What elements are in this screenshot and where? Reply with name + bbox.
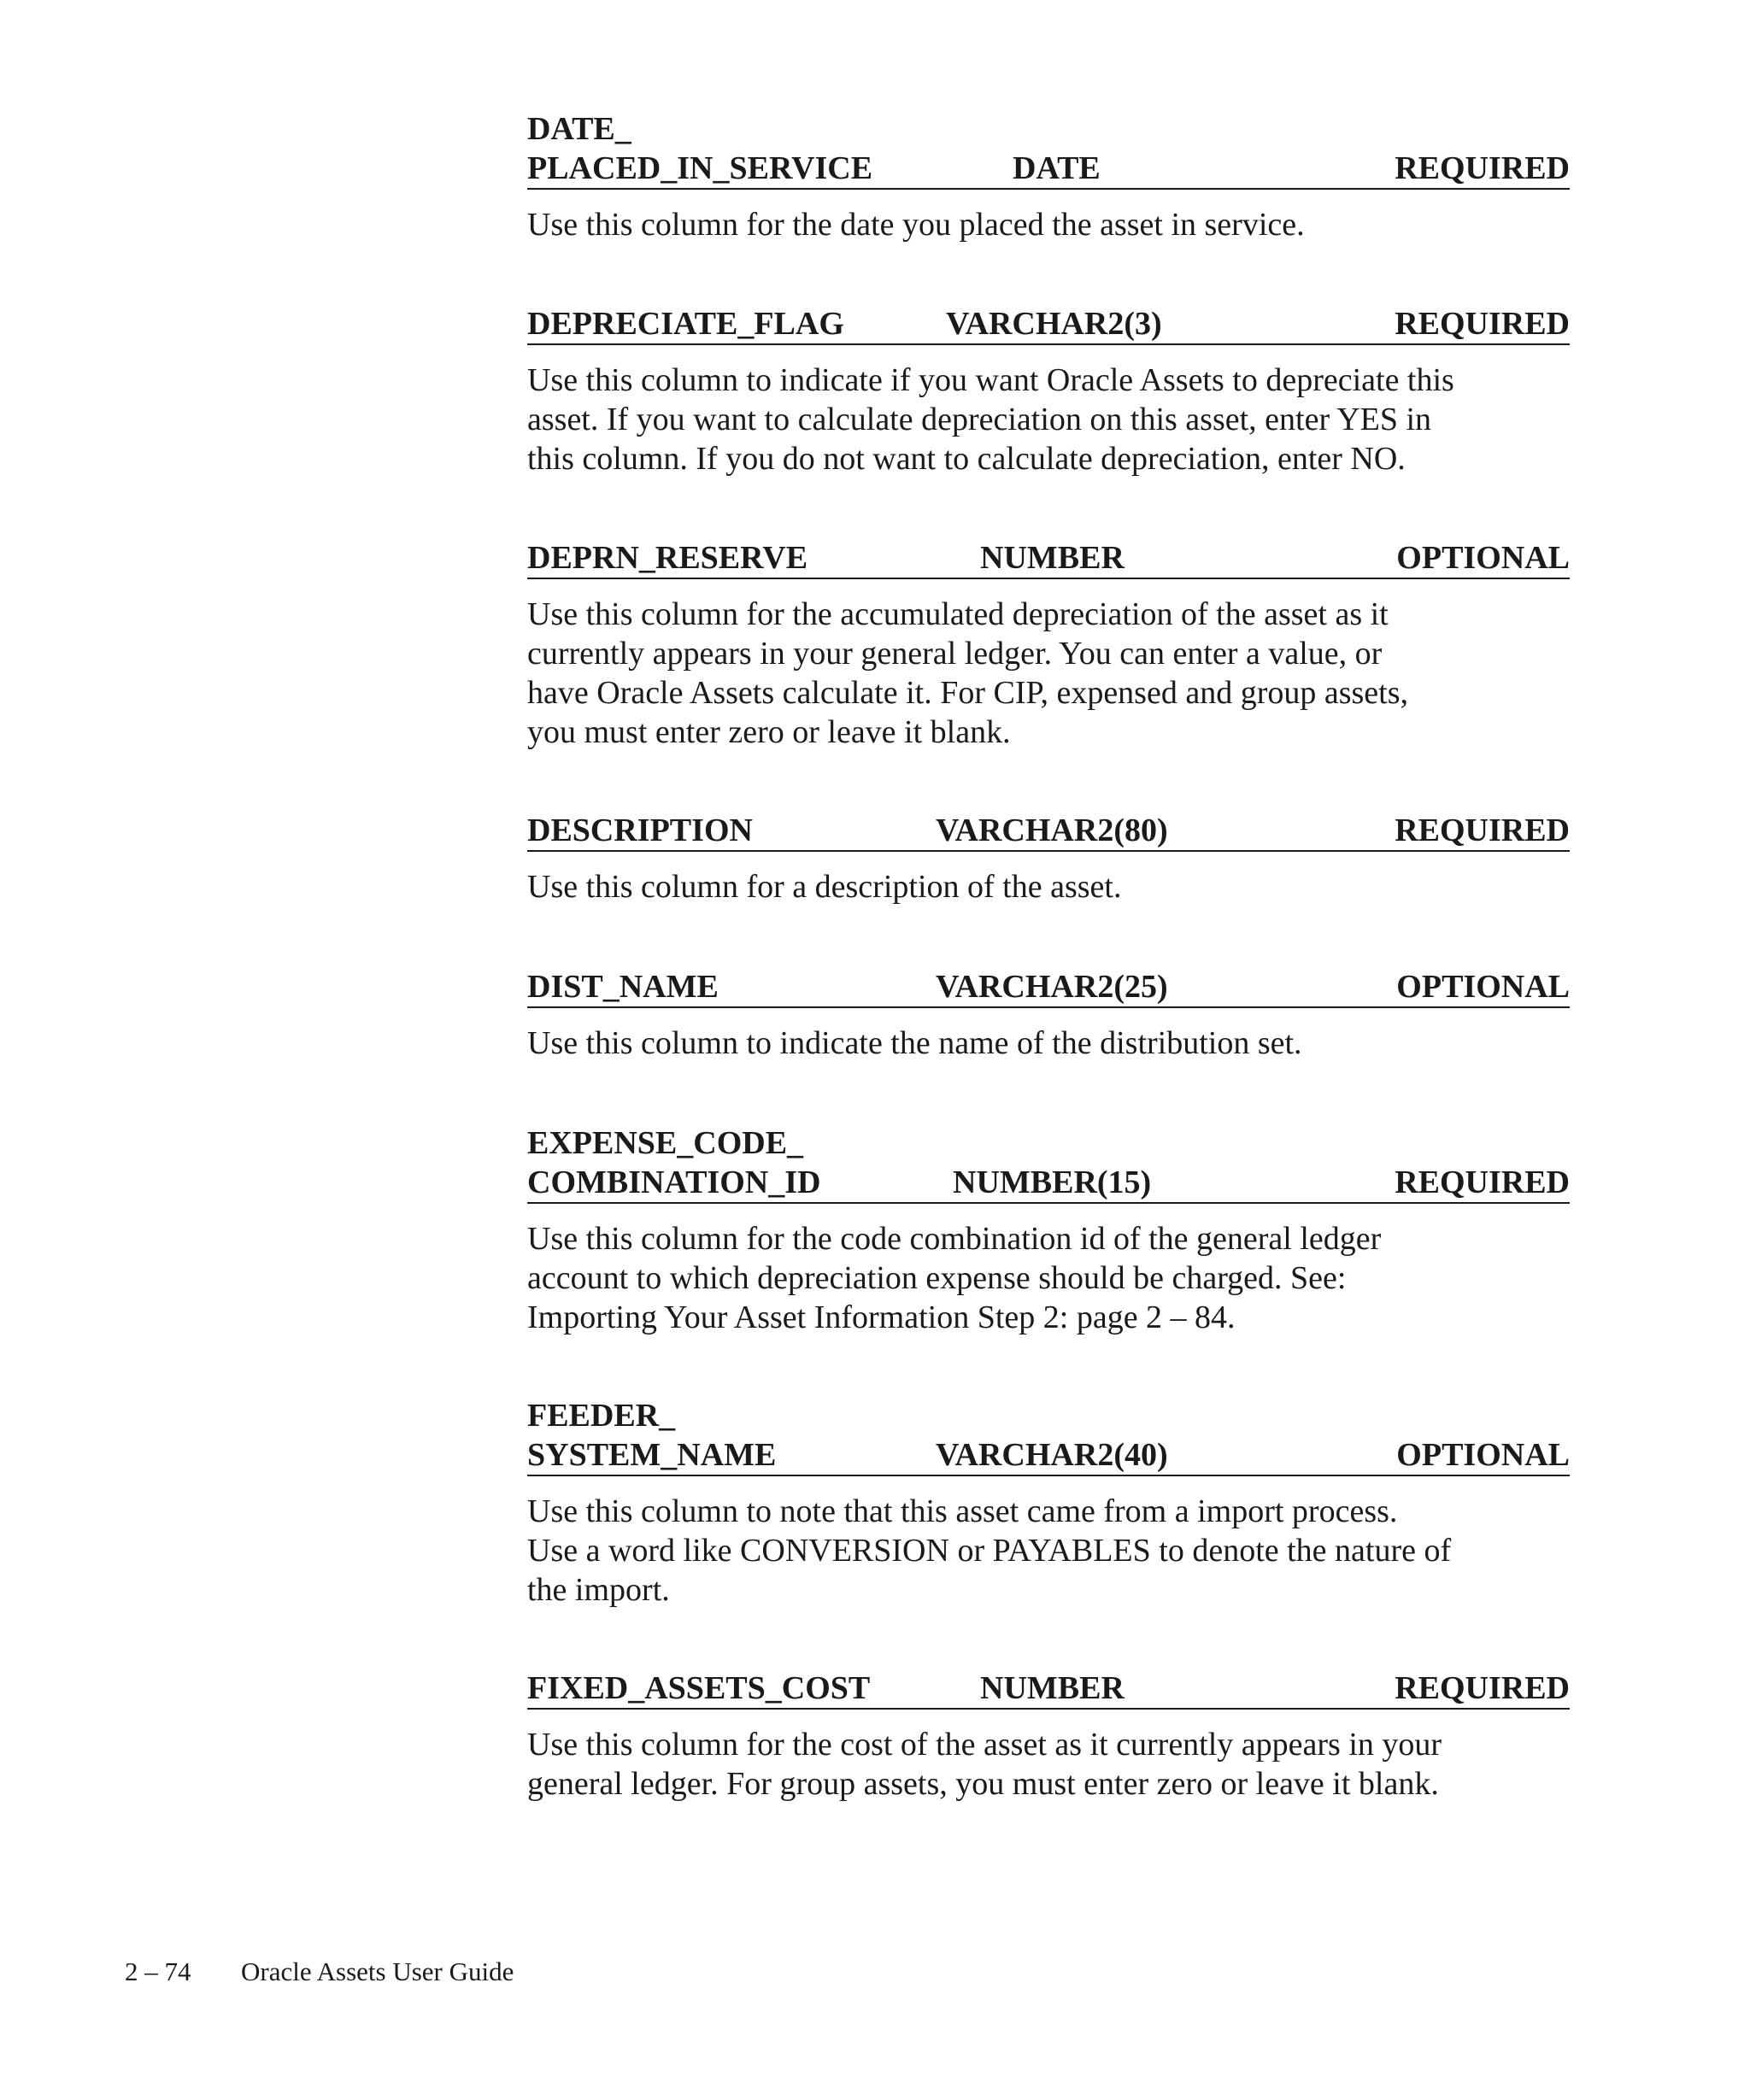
description-line: Use this column for a description of the asset. [527, 869, 1122, 905]
column-entry-feeder-system-name [527, 1396, 1570, 1610]
column-description [527, 205, 1570, 244]
column-description [527, 1024, 1570, 1063]
column-entry-fixed-assets-cost [527, 1669, 1570, 1804]
description-line: Use a word like CONVERSION or PAYABLES to denote the nature of [527, 1533, 1452, 1569]
column-description [527, 1725, 1570, 1804]
column-header [527, 538, 1570, 579]
column-header [527, 1669, 1570, 1710]
column-header [527, 1396, 1570, 1476]
description-line: general ledger. For group assets, you must enter zero or leave it blank. [527, 1766, 1439, 1802]
column-type: VARCHAR2(3) [946, 306, 1162, 342]
description-line: asset. If you want to calculate depreciation on this asset, enter YES in [527, 402, 1432, 437]
column-header [527, 109, 1570, 190]
column-name: DIST_NAME [527, 969, 719, 1005]
column-requirement: OPTIONAL [1396, 1437, 1570, 1473]
description-line: account to which depreciation expense should be charged. See: [527, 1260, 1347, 1296]
column-description [527, 867, 1570, 906]
description-line: the import. [527, 1572, 670, 1608]
description-line: Use this column for the code combination id of the general ledger [527, 1221, 1382, 1257]
column-name: DEPRN_RESERVE [527, 540, 808, 576]
column-entry-deprn-reserve [527, 538, 1570, 752]
column-header [527, 1123, 1570, 1204]
column-type: VARCHAR2(25) [936, 969, 1168, 1005]
description-line: Use this column for the cost of the asset as it currently appears in your [527, 1727, 1442, 1763]
column-name: COMBINATION_ID [527, 1164, 821, 1200]
description-line: Importing Your Asset Information Step 2: page 2 – 84. [527, 1299, 1236, 1335]
column-requirement: REQUIRED [1395, 150, 1570, 186]
column-requirement: REQUIRED [1395, 812, 1570, 848]
column-name: DEPRECIATE_FLAG [527, 306, 844, 342]
description-line: Use this column to indicate if you want Oracle Assets to depreciate this [527, 362, 1454, 398]
column-requirement: REQUIRED [1395, 306, 1570, 342]
column-name: SYSTEM_NAME [527, 1437, 777, 1473]
column-header [527, 967, 1570, 1008]
description-line: Use this column to note that this asset came from a import process. [527, 1493, 1398, 1529]
column-name: DESCRIPTION [527, 812, 753, 848]
column-entry-date-placed-in-service [527, 109, 1570, 244]
column-entry-depreciate-flag [527, 304, 1570, 478]
page-footer [125, 1955, 514, 1989]
column-type: NUMBER [980, 1670, 1125, 1706]
column-type: DATE [1013, 150, 1101, 186]
description-line: this column. If you do not want to calculate depreciation, enter NO. [527, 441, 1406, 477]
column-name: PLACED_IN_SERVICE [527, 150, 873, 186]
book-title: Oracle Assets User Guide [241, 1956, 514, 1986]
column-type: VARCHAR2(80) [936, 812, 1168, 848]
page-number: 2 – 74 [125, 1956, 191, 1986]
column-description [527, 361, 1570, 478]
description-line: you must enter zero or leave it blank. [527, 714, 1011, 750]
description-line: Use this column to indicate the name of the distribution set. [527, 1025, 1302, 1061]
column-entry-expense-code-combination-id [527, 1123, 1570, 1337]
column-name-line1: EXPENSE_CODE_ [527, 1125, 804, 1161]
description-line: Use this column for the accumulated depreciation of the asset as it [527, 596, 1389, 632]
column-entry-dist-name [527, 967, 1570, 1063]
column-requirement: OPTIONAL [1396, 540, 1570, 576]
description-line: have Oracle Assets calculate it. For CIP, expensed and group assets, [527, 675, 1409, 711]
column-type: NUMBER [980, 540, 1125, 576]
column-header [527, 304, 1570, 345]
column-header [527, 811, 1570, 852]
column-type: NUMBER(15) [953, 1164, 1152, 1200]
column-name-line1: FEEDER_ [527, 1398, 676, 1434]
column-name-line1: DATE_ [527, 111, 631, 147]
column-requirement: REQUIRED [1395, 1670, 1570, 1706]
column-type: VARCHAR2(40) [936, 1437, 1168, 1473]
column-requirement: REQUIRED [1395, 1164, 1570, 1200]
column-description [527, 1492, 1570, 1610]
column-requirement: OPTIONAL [1396, 969, 1570, 1005]
column-description [527, 595, 1570, 752]
description-line: currently appears in your general ledger. You can enter a value, or [527, 636, 1383, 672]
column-name: FIXED_ASSETS_COST [527, 1670, 871, 1706]
column-entry-description [527, 811, 1570, 906]
description-line: Use this column for the date you placed the asset in service. [527, 207, 1305, 243]
column-description [527, 1219, 1570, 1337]
